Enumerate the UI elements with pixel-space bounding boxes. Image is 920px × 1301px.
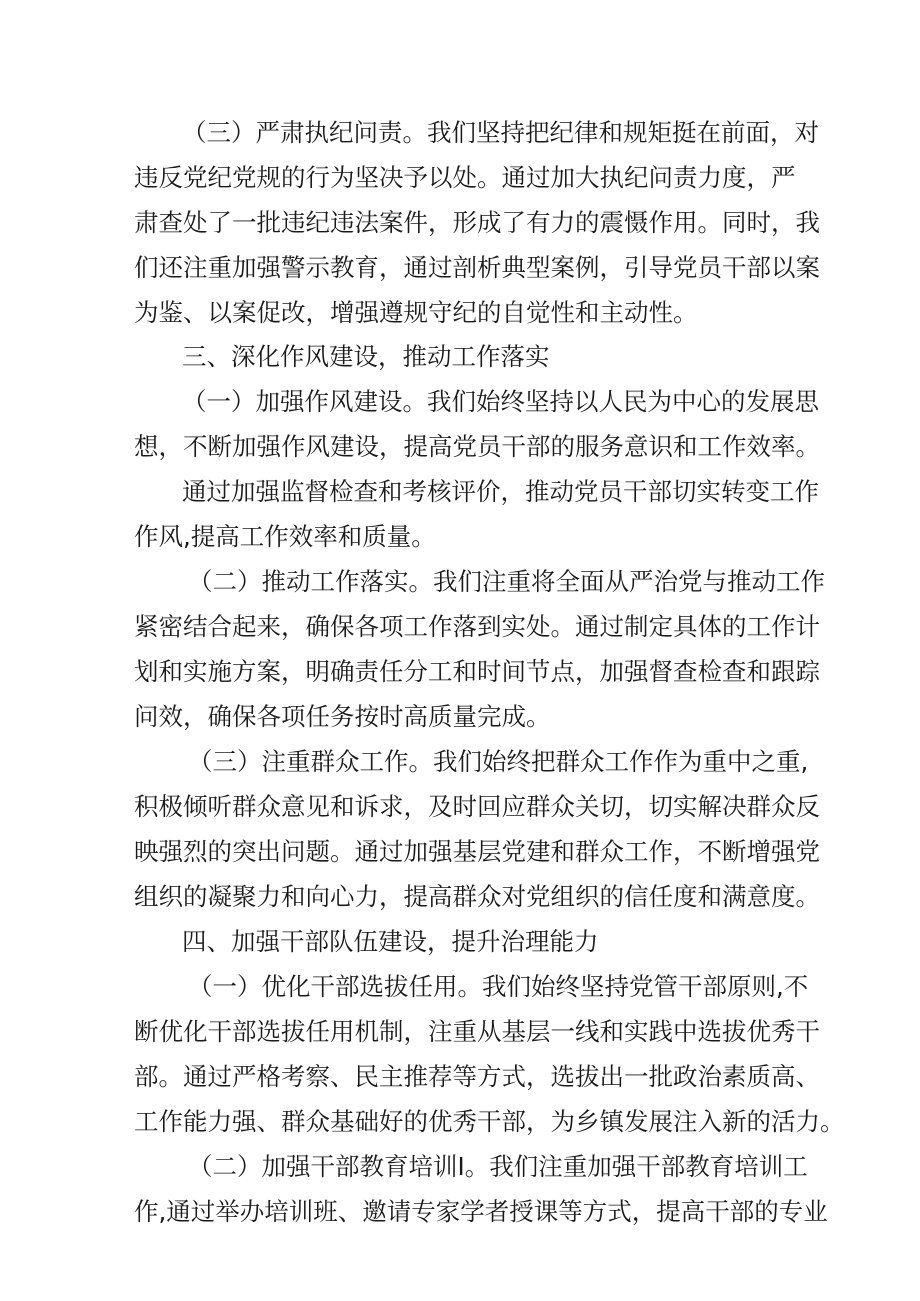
paragraph-line: 问效，确保各项任务按时高质量完成。 [134, 702, 551, 731]
paragraph-line: 组织的凝聚力和向心力，提高群众对党组织的信任度和满意度。 [134, 882, 820, 911]
paragraph-line: 为鉴、以案促改，增强遵规守纪的自觉性和主动性。 [134, 298, 698, 327]
paragraph-line: （一）优化干部选拔任用。我们始终坚持党管干部原则,不 [188, 972, 809, 1001]
paragraph-line: （二）加强干部教育培训I。我们注重加强干部教育培训工 [188, 1152, 808, 1181]
paragraph-line: 积极倾听群众意见和诉求，及时回应群众关切，切实解决群众反 [134, 792, 820, 821]
paragraph-line: 工作能力强、群众基础好的优秀干部，为乡镇发展注入新的活力。 [134, 1107, 845, 1136]
paragraph-line: （三）严肃执纪问责。我们坚持把纪律和规矩挺在前面，对 [182, 118, 819, 147]
paragraph-line: （三）注重群众工作。我们始终把群众工作作为重中之重, [188, 747, 809, 776]
paragraph-line: 通过加强监督检查和考核评价，推动党员干部切实转变工作 [182, 477, 819, 506]
paragraph-line: 肃查处了一批违纪违法案件，形成了有力的震慑作用。同时，我 [134, 208, 820, 237]
paragraph-line: 映强烈的突出问题。通过加强基层党建和群众工作，不断增强党 [134, 837, 820, 866]
paragraph-line: 们还注重加强警示教育，通过剖析典型案例，引导党员干部以案 [134, 253, 820, 282]
paragraph-line: 紧密结合起来，确保各项工作落到实处。通过制定具体的工作计 [134, 612, 820, 641]
paragraph-line: 作风,提高工作效率和质量。 [134, 522, 436, 551]
paragraph-line: （二）推动工作落实。我们注重将全面从严治党与推动工作 [188, 567, 825, 596]
paragraph-line: 划和实施方案，明确责任分工和时间节点，加强督查检查和跟踪 [134, 657, 820, 686]
paragraph-line: 部。通过严格考察、民主推荐等方式，选拔出一批政治素质高、 [134, 1062, 820, 1091]
paragraph-line: 断优化干部选拔任用机制，注重从基层一线和实践中选拔优秀干 [134, 1017, 820, 1046]
section-heading: 三、深化作风建设，推动工作落实 [182, 342, 550, 371]
paragraph-line: 作,通过举办培训班、邀请专家学者授课等方式，提高干部的专业 [134, 1197, 828, 1226]
section-heading: 四、加强干部队伍建设，提升治理能力 [182, 927, 599, 956]
paragraph-line: 想，不断加强作风建设，提高党员干部的服务意识和工作效率。 [134, 432, 820, 461]
paragraph-line: 违反党纪党规的行为坚决予以处。通过加大执纪问责力度，严 [134, 163, 796, 192]
paragraph-line: （一）加强作风建设。我们始终坚持以人民为中心的发展思 [182, 387, 819, 416]
